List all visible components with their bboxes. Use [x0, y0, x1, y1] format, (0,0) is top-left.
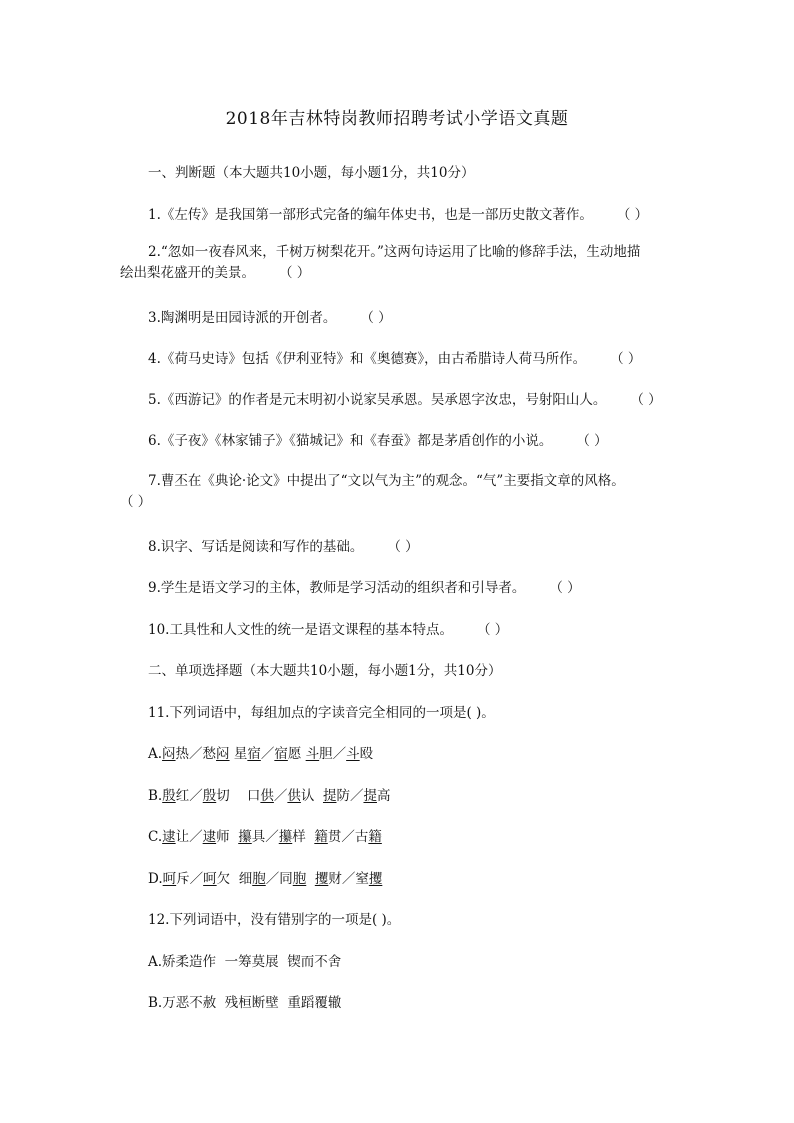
option-text: ／	[260, 746, 275, 762]
dotted-char: 宿	[247, 746, 261, 762]
question-6	[148, 429, 608, 449]
option-text: 热／愁	[175, 746, 217, 762]
option-text: 斥／	[176, 871, 204, 887]
option-text	[306, 871, 315, 887]
dotted-char: 籍	[314, 829, 328, 845]
question-7	[120, 471, 680, 513]
option-text: 红／	[175, 788, 203, 804]
dotted-char: 呵	[162, 871, 177, 887]
question-text: 7.曹丕在《典论·论文》中提出了“文以气为主”的观念。“气”主要指文章的风格。	[148, 473, 625, 489]
option-label: B.	[148, 788, 163, 804]
option-text: 让／	[175, 829, 203, 845]
question-text: 10.工具性和人文性的统一是语文课程的基本特点。	[148, 622, 453, 638]
option-text: 欠 细	[216, 871, 253, 887]
dotted-char: 呵	[203, 871, 217, 887]
question-10	[148, 618, 508, 638]
option-text: 财／窒	[328, 871, 369, 887]
dotted-char: 逮	[162, 829, 176, 845]
question-3	[148, 306, 392, 326]
option-label: A.	[148, 746, 163, 762]
dotted-char: 胞	[252, 871, 266, 887]
answer-blank: （ ）	[476, 622, 509, 638]
question-4	[148, 347, 641, 367]
dotted-char: 提	[363, 788, 377, 804]
answer-blank: （ ）	[279, 265, 311, 281]
dotted-char: 闷	[216, 746, 230, 762]
q12-option-a: A.矫柔造作 一筹莫展 锲而不舍	[148, 954, 342, 970]
dotted-char: 攫	[368, 871, 383, 887]
question-text: 3.陶渊明是田园诗派的开创者。	[148, 310, 337, 326]
question-text: 5.《西游记》的作者是元末明初小说家吴承恩。吴承恩字汝忠，号射阳山人。	[148, 392, 607, 408]
question-text: 1.《左传》是我国第一部形式完备的编年体史书，也是一部历史散文著作。	[148, 207, 593, 223]
dotted-char: 提	[322, 788, 337, 804]
option-text: 具／	[251, 829, 279, 845]
q11-option-d	[148, 867, 382, 887]
answer-blank: （ ）	[616, 207, 649, 223]
dotted-char: 逮	[202, 829, 217, 845]
question-12-stem: 12.下列词语中，没有错别字的一项是( )。	[148, 912, 401, 928]
dotted-char: 斗	[346, 746, 360, 762]
dotted-char: 籍	[368, 829, 382, 845]
dotted-char: 攥	[238, 829, 252, 845]
section2-heading: 二、单项选择题（本大题共10小题，每小题1分，共10分）	[148, 663, 502, 679]
question-text-continued: 绘出梨花盛开的美景。	[120, 265, 255, 281]
option-text: 胆／	[319, 746, 347, 762]
question-8	[148, 535, 419, 555]
option-text: ／	[273, 788, 288, 804]
q11-option-c	[148, 825, 382, 845]
dotted-char: 闷	[162, 746, 176, 762]
answer-blank: （ ）	[576, 433, 608, 449]
option-text: 星	[229, 746, 248, 762]
answer-blank: （ ）	[610, 351, 642, 367]
option-text: 师	[216, 829, 239, 845]
section1-heading: 一、判断题（本大题共10小题，每小题1分，共10分）	[148, 165, 475, 181]
question-5	[148, 388, 662, 408]
dotted-char: 殷	[202, 788, 217, 804]
option-text: 样	[292, 829, 315, 845]
answer-blank: （ ）	[120, 494, 152, 510]
option-text: 殴	[359, 746, 374, 762]
dotted-char: 攫	[314, 871, 329, 887]
q11-option-a	[148, 742, 373, 762]
dotted-char: 供	[287, 788, 301, 804]
answer-blank: （ ）	[630, 392, 662, 408]
question-text: 4.《荷马史诗》包括《伊利亚特》和《奥德赛》，由古希腊诗人荷马所作。	[148, 351, 587, 367]
q11-option-b	[148, 784, 390, 804]
option-text: 高	[376, 788, 391, 804]
answer-blank: （ ）	[549, 580, 581, 596]
answer-blank: （ ）	[360, 310, 392, 326]
question-9	[148, 576, 581, 596]
question-1	[148, 203, 648, 223]
dotted-char: 胞	[292, 871, 307, 887]
dotted-char: 攥	[278, 829, 293, 845]
question-text: 9.学生是语文学习的主体，教师是学习活动的组织者和引导者。	[148, 580, 526, 596]
option-text: 认	[300, 788, 323, 804]
answer-blank: （ ）	[387, 539, 419, 555]
page-title: 2018年吉林特岗教师招聘考试小学语文真题	[225, 109, 569, 129]
dotted-char: 供	[260, 788, 274, 804]
question-text: 2.“忽如一夜春风来，千树万树梨花开。”这两句诗运用了比喻的修辞手法，生动地描	[148, 244, 641, 260]
q12-option-b: B.万恶不赦 残桓断壁 重蹈覆辙	[148, 995, 342, 1011]
dotted-char: 宿	[274, 746, 288, 762]
question-2	[120, 242, 680, 284]
option-label: C.	[148, 829, 163, 845]
question-text: 8.识字、写话是阅读和写作的基础。	[148, 539, 364, 555]
option-text: 防／	[336, 788, 364, 804]
option-text: 切 口	[216, 788, 261, 804]
option-text: ／同	[265, 871, 293, 887]
option-text: 愿	[287, 746, 306, 762]
question-text: 6.《子夜》《林家铺子》《猫城记》和《春蚕》都是茅盾创作的小说。	[148, 433, 553, 449]
option-label: D.	[148, 871, 163, 887]
dotted-char: 斗	[305, 746, 320, 762]
dotted-char: 殷	[162, 788, 176, 804]
question-11-stem: 11.下列词语中，每组加点的字读音完全相同的一项是( )。	[148, 705, 495, 721]
option-text: 贯／古	[327, 829, 369, 845]
